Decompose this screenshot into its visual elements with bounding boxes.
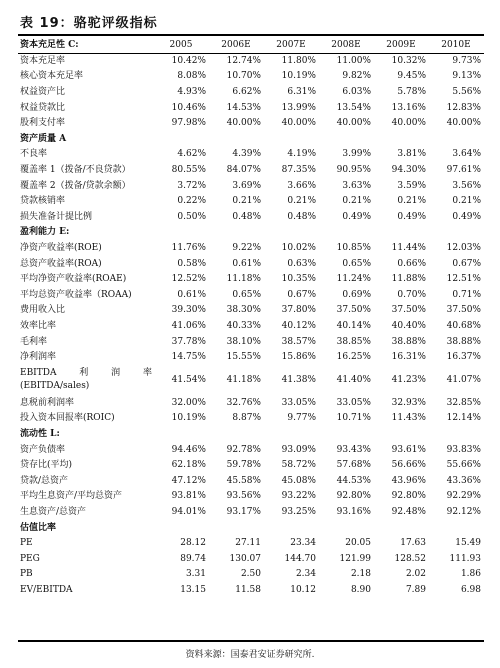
value-cell: 0.21% <box>342 196 371 207</box>
value-cell: 15.49 <box>455 538 481 549</box>
value-cell: 6.98 <box>460 584 481 595</box>
camel-rating-table <box>18 38 484 598</box>
table-row <box>18 473 484 489</box>
value-cell: 2.18 <box>350 569 371 580</box>
section-heading-row <box>18 132 484 148</box>
row-label: 不良率 <box>20 149 48 160</box>
row-label: 投入资本回报率(ROIC) <box>20 413 115 424</box>
value-cell: 11.43% <box>391 413 426 424</box>
table-row <box>18 163 484 179</box>
value-cell: 10.19% <box>281 71 316 82</box>
row-label-part: EBITDA <box>20 368 57 379</box>
value-cell: 37.50% <box>446 305 481 316</box>
value-cell: 28.12 <box>180 538 206 549</box>
value-cell: 0.66% <box>397 258 426 269</box>
value-cell: 45.58% <box>226 475 261 486</box>
value-cell: 40.00% <box>226 118 261 129</box>
value-cell: 10.42% <box>171 55 206 66</box>
value-cell: 0.21% <box>287 196 316 207</box>
table-row <box>18 194 484 210</box>
value-cell: 40.00% <box>281 118 316 129</box>
bottom-rule <box>18 640 484 642</box>
section-heading: 盈利能力 E: <box>20 227 70 238</box>
value-cell: 94.30% <box>391 165 426 176</box>
section-heading: 资产质量 A <box>20 133 67 144</box>
value-cell: 9.73% <box>452 55 481 66</box>
table-row <box>18 85 484 101</box>
value-cell: 93.17% <box>226 506 261 517</box>
value-cell: 10.19% <box>171 413 206 424</box>
row-label: 总资产收益率(ROA) <box>20 258 102 269</box>
table-row <box>18 272 484 288</box>
value-cell: 111.93 <box>449 553 481 564</box>
section-heading: 估值比率 <box>20 522 57 533</box>
value-cell: 90.95% <box>336 165 371 176</box>
value-cell: 0.67% <box>287 289 316 300</box>
table-row <box>18 551 484 567</box>
value-cell: 38.85% <box>336 336 371 347</box>
value-cell: 17.63 <box>400 538 426 549</box>
value-cell: 56.66% <box>391 460 426 471</box>
value-cell: 45.08% <box>281 475 316 486</box>
row-label: EV/EBITDA <box>20 584 73 595</box>
value-cell: 40.33% <box>226 320 261 331</box>
value-cell: 62.18% <box>171 460 206 471</box>
table-row <box>18 350 484 366</box>
value-cell: 32.93% <box>391 397 426 408</box>
value-cell: 0.48% <box>232 211 261 222</box>
value-cell: 20.05 <box>345 538 371 549</box>
value-cell: 4.19% <box>287 149 316 160</box>
row-label-part: 润 <box>111 368 121 379</box>
value-cell: 92.78% <box>226 444 261 455</box>
table-row <box>18 365 484 395</box>
table-row <box>18 256 484 272</box>
section-heading: 流动性 L: <box>20 428 60 439</box>
value-cell: 43.36% <box>446 475 481 486</box>
row-label-part: 利 <box>79 368 89 379</box>
value-cell: 97.61% <box>446 165 481 176</box>
value-cell: 0.71% <box>452 289 481 300</box>
table-row <box>18 69 484 85</box>
table-row <box>18 505 484 521</box>
value-cell: 130.07 <box>229 553 261 564</box>
table-row <box>18 458 484 474</box>
value-cell: 0.65% <box>232 289 261 300</box>
top-rule <box>18 34 484 36</box>
value-cell: 40.14% <box>336 320 371 331</box>
row-label: 资本充足率 <box>20 55 66 66</box>
value-cell: 58.72% <box>281 460 316 471</box>
row-label: 资产负债率 <box>20 444 66 455</box>
value-cell: 11.18% <box>226 274 261 285</box>
value-cell: 2.34 <box>295 569 316 580</box>
value-cell: 23.34 <box>290 538 316 549</box>
row-label: 平均总资产收益率（ROAA) <box>20 289 132 300</box>
value-cell: 92.80% <box>336 491 371 502</box>
value-cell: 94.46% <box>171 444 206 455</box>
value-cell: 40.00% <box>391 118 426 129</box>
value-cell: 3.69% <box>232 180 261 191</box>
section-heading-row <box>18 520 484 536</box>
section-heading-capital: 资本充足性 C: <box>20 40 79 51</box>
value-cell: 80.55% <box>171 165 206 176</box>
value-cell: 84.07% <box>226 165 261 176</box>
table-row <box>18 442 484 458</box>
value-cell: 32.76% <box>226 397 261 408</box>
value-cell: 3.63% <box>342 180 371 191</box>
value-cell: 0.63% <box>287 258 316 269</box>
value-cell: 3.64% <box>452 149 481 160</box>
row-label: 股利支付率 <box>20 118 66 129</box>
value-cell: 12.03% <box>446 243 481 254</box>
row-label: 贷款核销率 <box>20 196 66 207</box>
row-label: PE <box>20 538 33 549</box>
value-cell: 27.11 <box>235 538 261 549</box>
row-label: 平均生息资产/平均总资产 <box>20 491 123 502</box>
value-cell: 89.74 <box>180 553 206 564</box>
column-header: 2005 <box>169 40 193 51</box>
column-header: 2010E <box>441 40 471 51</box>
value-cell: 10.35% <box>281 274 316 285</box>
value-cell: 33.05% <box>336 397 371 408</box>
value-cell: 10.85% <box>336 243 371 254</box>
value-cell: 94.01% <box>171 506 206 517</box>
value-cell: 93.81% <box>171 491 206 502</box>
value-cell: 10.70% <box>226 71 261 82</box>
value-cell: 41.38% <box>281 374 316 385</box>
value-cell: 144.70 <box>284 553 316 564</box>
value-cell: 41.07% <box>446 374 481 385</box>
value-cell: 32.00% <box>171 397 206 408</box>
table-row <box>18 583 484 599</box>
column-header: 2006E <box>221 40 251 51</box>
value-cell: 93.16% <box>336 506 371 517</box>
value-cell: 39.30% <box>171 305 206 316</box>
table-row <box>18 147 484 163</box>
value-cell: 97.98% <box>171 118 206 129</box>
value-cell: 0.49% <box>452 211 481 222</box>
value-cell: 40.00% <box>336 118 371 129</box>
value-cell: 10.02% <box>281 243 316 254</box>
value-cell: 41.40% <box>336 374 371 385</box>
value-cell: 0.61% <box>177 289 206 300</box>
value-cell: 8.08% <box>177 71 206 82</box>
value-cell: 11.76% <box>171 243 206 254</box>
value-cell: 3.66% <box>287 180 316 191</box>
table-row <box>18 395 484 411</box>
value-cell: 9.13% <box>452 71 481 82</box>
value-cell: 3.99% <box>342 149 371 160</box>
row-label: 覆盖率 1（拨备/不良贷款） <box>20 165 131 176</box>
value-cell: 15.86% <box>281 352 316 363</box>
row-label-wrap <box>20 367 152 393</box>
value-cell: 4.39% <box>232 149 261 160</box>
value-cell: 13.99% <box>281 102 316 113</box>
value-cell: 0.58% <box>177 258 206 269</box>
row-label: 损失准备计提比例 <box>20 211 93 222</box>
value-cell: 92.80% <box>391 491 426 502</box>
value-cell: 6.03% <box>342 87 371 98</box>
row-label: 费用收入比 <box>20 305 66 316</box>
value-cell: 93.25% <box>281 506 316 517</box>
value-cell: 55.66% <box>446 460 481 471</box>
value-cell: 0.65% <box>342 258 371 269</box>
row-label: PB <box>20 569 33 580</box>
value-cell: 33.05% <box>281 397 316 408</box>
value-cell: 5.56% <box>452 87 481 98</box>
value-cell: 38.88% <box>446 336 481 347</box>
value-cell: 41.23% <box>391 374 426 385</box>
row-label: 效率比率 <box>20 320 57 331</box>
value-cell: 11.24% <box>336 274 371 285</box>
value-cell: 59.78% <box>226 460 261 471</box>
value-cell: 9.22% <box>232 243 261 254</box>
value-cell: 37.50% <box>391 305 426 316</box>
value-cell: 0.61% <box>232 258 261 269</box>
section-heading-row <box>18 225 484 241</box>
value-cell: 37.50% <box>336 305 371 316</box>
value-cell: 38.57% <box>281 336 316 347</box>
value-cell: 12.51% <box>446 274 481 285</box>
value-cell: 40.00% <box>446 118 481 129</box>
value-cell: 93.56% <box>226 491 261 502</box>
value-cell: 87.35% <box>281 165 316 176</box>
value-cell: 7.89 <box>405 584 426 595</box>
row-label: PEG <box>20 553 40 564</box>
value-cell: 13.54% <box>336 102 371 113</box>
row-label <box>18 365 154 395</box>
table-row <box>18 567 484 583</box>
value-cell: 11.00% <box>336 55 371 66</box>
value-cell: 0.21% <box>452 196 481 207</box>
value-cell: 8.87% <box>232 413 261 424</box>
row-label: 权益资产比 <box>20 87 66 98</box>
table-row <box>18 334 484 350</box>
value-cell: 0.49% <box>342 211 371 222</box>
value-cell: 0.21% <box>397 196 426 207</box>
value-cell: 16.25% <box>336 352 371 363</box>
table-header-row <box>18 38 484 54</box>
value-cell: 12.74% <box>226 55 261 66</box>
row-label: 息税前利润率 <box>20 397 75 408</box>
value-cell: 4.62% <box>177 149 206 160</box>
column-header: 2008E <box>331 40 361 51</box>
value-cell: 10.46% <box>171 102 206 113</box>
value-cell: 3.59% <box>397 180 426 191</box>
value-cell: 40.40% <box>391 320 426 331</box>
value-cell: 128.52 <box>394 553 426 564</box>
column-header: 2009E <box>386 40 416 51</box>
value-cell: 11.80% <box>281 55 316 66</box>
value-cell: 9.45% <box>397 71 426 82</box>
value-cell: 6.31% <box>287 87 316 98</box>
row-label: 平均净资产收益率(ROAE) <box>20 274 127 285</box>
table-row <box>18 116 484 132</box>
value-cell: 13.15 <box>180 584 206 595</box>
value-cell: 93.43% <box>336 444 371 455</box>
value-cell: 0.50% <box>177 211 206 222</box>
value-cell: 1.86 <box>460 569 481 580</box>
value-cell: 9.77% <box>287 413 316 424</box>
section-heading-row <box>18 427 484 443</box>
value-cell: 38.88% <box>391 336 426 347</box>
value-cell: 11.88% <box>391 274 426 285</box>
row-label: 净资产收益率(ROE) <box>20 243 102 254</box>
table-row <box>18 303 484 319</box>
value-cell: 93.09% <box>281 444 316 455</box>
value-cell: 14.53% <box>226 102 261 113</box>
value-cell: 41.06% <box>171 320 206 331</box>
value-cell: 0.22% <box>177 196 206 207</box>
value-cell: 16.37% <box>446 352 481 363</box>
row-label-line2: (EBITDA/sales) <box>20 381 90 392</box>
value-cell: 9.82% <box>342 71 371 82</box>
value-cell: 37.80% <box>281 305 316 316</box>
table-row <box>18 178 484 194</box>
table-row <box>18 489 484 505</box>
value-cell: 11.44% <box>391 243 426 254</box>
value-cell: 93.61% <box>391 444 426 455</box>
row-label-part: 率 <box>142 368 152 379</box>
table-row <box>18 241 484 257</box>
value-cell: 40.12% <box>281 320 316 331</box>
value-cell: 13.16% <box>391 102 426 113</box>
row-label: 贷款/总资产 <box>20 475 69 486</box>
value-cell: 43.96% <box>391 475 426 486</box>
value-cell: 6.62% <box>232 87 261 98</box>
value-cell: 5.78% <box>397 87 426 98</box>
value-cell: 93.22% <box>281 491 316 502</box>
row-label-line1 <box>20 367 152 380</box>
value-cell: 10.12 <box>290 584 316 595</box>
value-cell: 3.81% <box>397 149 426 160</box>
value-cell: 10.71% <box>336 413 371 424</box>
value-cell: 41.18% <box>226 374 261 385</box>
value-cell: 3.72% <box>177 180 206 191</box>
value-cell: 11.58 <box>235 584 261 595</box>
value-cell: 38.30% <box>226 305 261 316</box>
row-label: 权益贷款比 <box>20 102 66 113</box>
value-cell: 3.56% <box>452 180 481 191</box>
value-cell: 16.31% <box>391 352 426 363</box>
value-cell: 0.70% <box>397 289 426 300</box>
row-label: 贷存比(平均) <box>20 460 73 471</box>
value-cell: 0.69% <box>342 289 371 300</box>
value-cell: 92.48% <box>391 506 426 517</box>
value-cell: 12.14% <box>446 413 481 424</box>
table-row <box>18 288 484 304</box>
value-cell: 0.67% <box>452 258 481 269</box>
value-cell: 0.49% <box>397 211 426 222</box>
value-cell: 92.29% <box>446 491 481 502</box>
value-cell: 47.12% <box>171 475 206 486</box>
value-cell: 4.93% <box>177 87 206 98</box>
value-cell: 44.53% <box>336 475 371 486</box>
row-label: 毛利率 <box>20 336 48 347</box>
value-cell: 0.21% <box>232 196 261 207</box>
row-label: 生息资产/总资产 <box>20 506 87 517</box>
source-note: 资料来源：国泰君安证券研究所. <box>185 650 315 660</box>
value-cell: 15.55% <box>226 352 261 363</box>
value-cell: 41.54% <box>171 374 206 385</box>
value-cell: 10.32% <box>391 55 426 66</box>
value-cell: 12.83% <box>446 102 481 113</box>
value-cell: 2.50 <box>240 569 261 580</box>
value-cell: 8.90 <box>350 584 371 595</box>
value-cell: 121.99 <box>339 553 371 564</box>
table-row <box>18 319 484 335</box>
column-header: 2007E <box>276 40 306 51</box>
table-row <box>18 210 484 226</box>
value-cell: 32.85% <box>446 397 481 408</box>
table-row <box>18 100 484 116</box>
value-cell: 0.48% <box>287 211 316 222</box>
row-label: 核心资本充足率 <box>20 71 84 82</box>
row-label: 覆盖率 2（拨备/贷款余额） <box>20 180 131 191</box>
table-title: 表 19：骆驼评级指标 <box>20 16 158 31</box>
value-cell: 93.83% <box>446 444 481 455</box>
value-cell: 38.10% <box>226 336 261 347</box>
value-cell: 12.52% <box>171 274 206 285</box>
value-cell: 92.12% <box>446 506 481 517</box>
value-cell: 37.78% <box>171 336 206 347</box>
value-cell: 3.31 <box>185 569 206 580</box>
table-row <box>18 54 484 70</box>
value-cell: 2.02 <box>405 569 426 580</box>
value-cell: 40.68% <box>446 320 481 331</box>
table-row <box>18 536 484 552</box>
table-row <box>18 411 484 427</box>
row-label: 净利润率 <box>20 352 57 363</box>
header-rule <box>18 53 484 54</box>
value-cell: 14.75% <box>171 352 206 363</box>
value-cell: 57.68% <box>336 460 371 471</box>
